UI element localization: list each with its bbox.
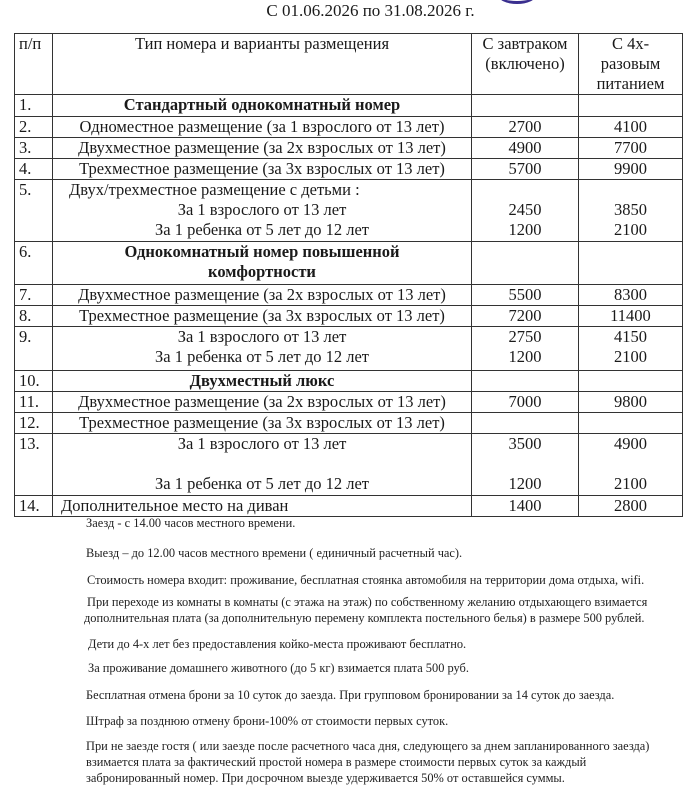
accommodation-type: Дополнительное место на диван: [53, 496, 472, 517]
accommodation-type: [53, 180, 472, 242]
sub-option-child: За 1 ребенка от 5 лет до 12 лет: [154, 220, 369, 239]
row-number: 8.: [15, 306, 53, 327]
note-children: Дети до 4-х лет без предоставления койко-места проживают бесплатно.: [88, 637, 467, 651]
table-row: [15, 285, 683, 306]
price-full-board: [579, 327, 683, 371]
note-room-change-line2: дополнительная плата (за дополнительную перемену комплекта постельного белья) в размере 500 рублей.: [84, 611, 645, 625]
price-breakfast: [472, 413, 579, 434]
price-child: 2100: [614, 474, 647, 493]
note-no-show-line2: взимается плата за фактический простой номера в размере стоимости первых суток за каждый: [86, 755, 587, 769]
price-full-board: [579, 242, 683, 285]
note-check-in: Заезд - с 14.00 часов местного времени.: [86, 516, 296, 530]
table-row: [15, 496, 683, 517]
price-adult: 4900: [614, 434, 647, 453]
price-breakfast: [472, 371, 579, 392]
note-room-change-line1: При переходе из комнаты в комнаты (с этажа на этаж) по собственному желанию отдыхающего взимается: [87, 595, 648, 609]
price-adult: 2750: [508, 327, 542, 346]
price-breakfast: 7000: [472, 392, 579, 413]
row-number: 2.: [15, 117, 53, 138]
row-number: 9.: [15, 327, 53, 371]
price-child: 1200: [508, 474, 542, 493]
table-row-with-children: [15, 180, 683, 242]
price-adult: 2450: [508, 200, 542, 219]
row-number: 13.: [15, 434, 53, 496]
price-adult: 3500: [508, 434, 542, 453]
price-child: 2100: [614, 220, 647, 239]
row-number: 3.: [15, 138, 53, 159]
row-number: 14.: [15, 496, 53, 517]
price-table: [14, 33, 683, 517]
column-header-breakfast: С завтраком (включено): [472, 34, 579, 95]
accommodation-type: Трехместное размещение (за 3х взрослых от 13 лет): [53, 159, 472, 180]
table-row: [15, 392, 683, 413]
price-child: 1200: [508, 220, 542, 239]
price-full-board: [579, 95, 683, 117]
accommodation-type: Трехместное размещение (за 3х взрослых от 13 лет): [53, 413, 472, 434]
row-number: 7.: [15, 285, 53, 306]
price-full-board: 7700: [579, 138, 683, 159]
note-late-cancellation: Штраф за позднюю отмену брони-100% от стоимости первых суток.: [86, 714, 449, 728]
price-full-board: 9800: [579, 392, 683, 413]
price-breakfast: 5500: [472, 285, 579, 306]
table-row-section: [15, 242, 683, 285]
sub-option-adult: За 1 взрослого от 13 лет: [177, 200, 347, 219]
price-breakfast: 2700: [472, 117, 579, 138]
note-room-includes: Стоимость номера входит: проживание, бесплатная стоянка автомобиля на территории дома отдыха, wifi.: [87, 573, 645, 587]
price-breakfast: 4900: [472, 138, 579, 159]
accommodation-type: Двухместное размещение (за 2х взрослых от 13 лет): [53, 285, 472, 306]
price-child: 1200: [508, 347, 542, 366]
note-free-cancellation: Бесплатная отмена брони за 10 суток до заезда. При групповом бронировании за 14 суток до заезда.: [86, 688, 615, 702]
price-full-board: [579, 371, 683, 392]
price-breakfast: 7200: [472, 306, 579, 327]
accommodation-type: [53, 434, 472, 496]
row-number: 11.: [15, 392, 53, 413]
accommodation-type: Одноместное размещение (за 1 взрослого от 13 лет): [53, 117, 472, 138]
table-header-row: [15, 34, 683, 95]
accommodation-type: [53, 327, 472, 371]
note-no-show-line3: забронированный номер. При досрочном выезде удерживается 50% от оставшейся суммы.: [86, 771, 565, 785]
sub-option-child: За 1 ребенка от 5 лет до 12 лет: [154, 474, 369, 493]
room-category: Стандартный однокомнатный номер: [53, 95, 472, 117]
row-number: 5.: [15, 180, 53, 242]
column-header-room-type: Тип номера и варианты размещения: [53, 34, 472, 95]
note-check-out: Выезд – до 12.00 часов местного времени ( единичный расчетный час).: [86, 546, 463, 560]
price-full-board: 4100: [579, 117, 683, 138]
note-pets: За проживание домашнего животного (до 5 кг) взимается плата 500 руб.: [88, 661, 469, 675]
price-full-board: [579, 180, 683, 242]
price-breakfast: [472, 327, 579, 371]
accommodation-type: Трехместное размещение (за 3х взрослых от 13 лет): [53, 306, 472, 327]
price-breakfast: [472, 242, 579, 285]
accommodation-heading: Двух/трехместное размещение с детьми :: [69, 180, 360, 199]
sub-option-adult: За 1 взрослого от 13 лет: [177, 434, 347, 453]
accommodation-type: Двухместное размещение (за 2х взрослых от 13 лет): [53, 138, 472, 159]
table-row: [15, 117, 683, 138]
table-row-with-children: [15, 434, 683, 496]
price-full-board: 11400: [579, 306, 683, 327]
price-breakfast: 5700: [472, 159, 579, 180]
price-period-title: С 01.06.2026 по 31.08.2026 г.: [266, 1, 475, 20]
price-child: 2100: [614, 347, 647, 366]
price-breakfast: [472, 95, 579, 117]
table-row: [15, 306, 683, 327]
column-header-number: п/п: [15, 34, 53, 95]
row-number: 12.: [15, 413, 53, 434]
sub-option-child: За 1 ребенка от 5 лет до 12 лет: [154, 347, 369, 366]
price-full-board: 2800: [579, 496, 683, 517]
note-no-show-line1: При не заезде гостя ( или заезде после расчетного часа дня, следующего за днем запланированного заезда): [86, 739, 650, 753]
price-full-board: 8300: [579, 285, 683, 306]
price-full-board: [579, 434, 683, 496]
room-category: Двухместный люкс: [53, 371, 472, 392]
price-breakfast: 1400: [472, 496, 579, 517]
column-header-full-board: С 4х-разовым питанием: [579, 34, 683, 95]
room-category: Однокомнатный номер повышенной комфортности: [53, 242, 472, 285]
price-adult: 4150: [614, 327, 647, 346]
table-row-section: [15, 95, 683, 117]
table-row: [15, 138, 683, 159]
price-adult: 3850: [614, 200, 647, 219]
row-number: 4.: [15, 159, 53, 180]
row-number: 6.: [15, 242, 53, 285]
row-number: 1.: [15, 95, 53, 117]
price-breakfast: [472, 180, 579, 242]
row-number: 10.: [15, 371, 53, 392]
table-row-section: [15, 371, 683, 392]
price-full-board: 9900: [579, 159, 683, 180]
price-full-board: [579, 413, 683, 434]
sub-option-adult: За 1 взрослого от 13 лет: [177, 327, 347, 346]
price-breakfast: [472, 434, 579, 496]
accommodation-type: Двухместное размещение (за 2х взрослых от 13 лет): [53, 392, 472, 413]
table-row-with-children: [15, 327, 683, 371]
table-row: [15, 159, 683, 180]
table-row: [15, 413, 683, 434]
